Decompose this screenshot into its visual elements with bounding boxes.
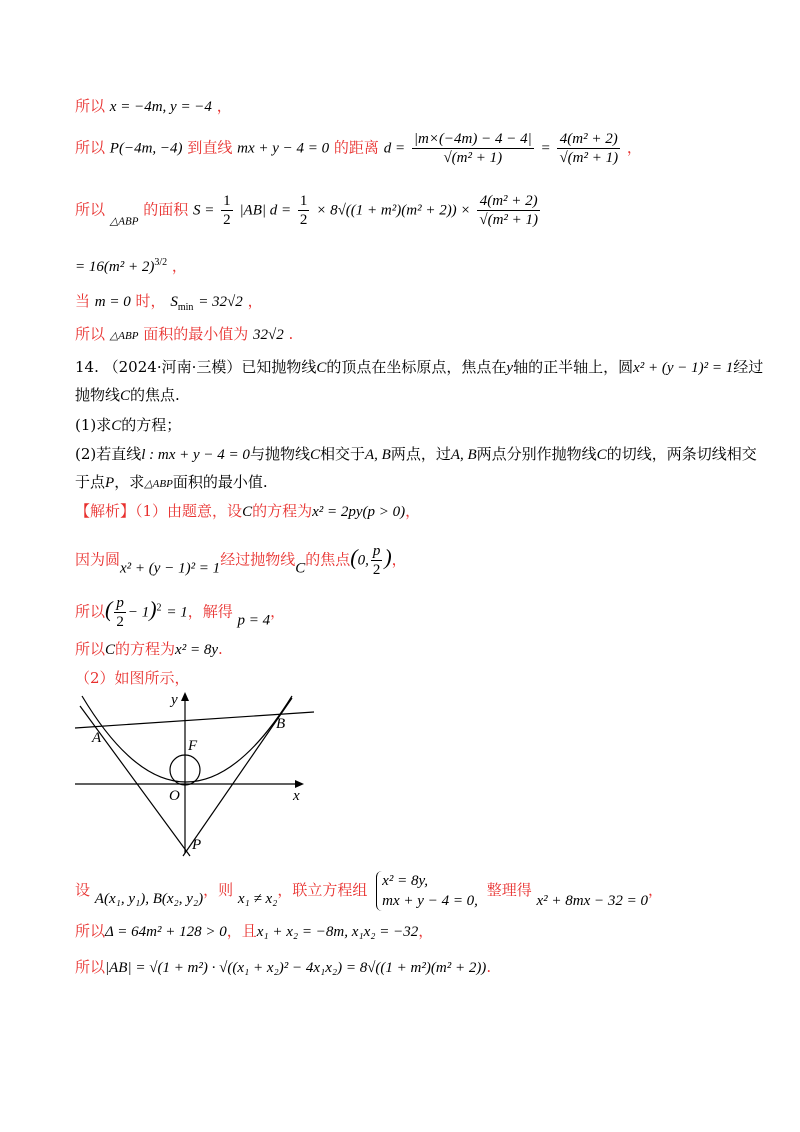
question-14-part-2-line-2: 于点P，求△ABP面积的最小值. [75,473,268,491]
solution-line-3: 所以 $_{\triangle ABP}$ 的面积 S = $\frac{1}{2}$ |AB| d = $\frac{1}{2}$ × 8√((1 + m²)(m² + 2)) × $\frac{\text{4(m² + 2)}}{\text{√(m² + 1)}}$ [75,193,539,228]
distance-fraction-2: $\frac{\text{4(m² + 2)}}{\text{√(m² + 1)}}$ [559,131,619,166]
solution-part-1-line-4: 所以C的方程为x² = 8y. [75,640,223,658]
parabola-figure [70,688,320,858]
solution-part-2-line-2: 设 A(x₁, y₁), B(x₂, y₂)，则 x₁ ≠ x₂，联立方程组 x² = 8y, mx + y − 4 = 0, 整理得 x² + 8mx − 32 = 0， [75,873,664,909]
distance-fraction-1: $\frac{|m\times(-4m) - 4 - 4|}{\text{√(m² + 1)}}$ [413,131,532,166]
solution-part-1-line-1: 【解析】（1）由题意，设C的方程为x² = 2py(p > 0)， [75,502,421,520]
solution-line-6: 所以 △ABP 面积的最小值为 32√2 . [75,325,294,343]
label-x: x [293,788,300,804]
question-14-part-2-line-1: (2)若直线l : mx + y − 4 = 0与抛物线C相交于A, B两点，过A, B两点分别作抛物线C的切线，两条切线相交 [75,445,757,463]
label-y: y [171,692,178,708]
solution-part-1-line-3: 所以( $\frac{p}{2}$ − 1)$^2$ = 1，解得 p = 4， [75,595,286,630]
label-p: P [192,837,202,853]
x-axis-arrow [295,780,304,788]
question-14-line-1: 14. （2024·河南·三模）已知抛物线C的顶点在坐标原点，焦点在y轴的正半轴上，圆x² + (y − 1)² = 1经过 [75,358,764,376]
solution-line-4: = $16(m^2 + 2)^{3/2}$ ， [75,257,187,275]
solution-line-5: 当 m = 0 时， $S_{min} = 32√2$ ， [75,292,263,313]
parabola-curve [82,696,292,782]
solution-part-2-line-4: 所以|AB| = √(1 + m²) · √((x₁ + x₂)² − 4x₁x₂) = 8√((1 + m²)(m² + 2)). [75,958,492,976]
solution-line-1: 所以 x = −4m, y = −4 ， [75,97,232,115]
y-axis-arrow [181,692,189,701]
p-half-fraction: $\frac{p}{2}$ [116,595,124,630]
solution-line-2: 所以 P(−4m, −4) 到直线 mx + y − 4 = 0 的距离 d = $\frac{|m\times(-4m) - 4 - 4|}{\text{√(m² + 1)}}$ = $\frac{\text{4(m² + 2)}}{\text{√(m² + 1)}}$ ， [75,131,642,166]
label-o: O [169,788,180,804]
equation-system: x² = 8y, mx + y − 4 = 0, [376,871,478,911]
half-fraction-1: $\frac{1}{2}$ [223,193,231,228]
solution-part-1-line-2: 因为圆x² + (y − 1)² = 1经过抛物线C的焦点(0, $\frac{p}{2}$ )， [75,543,407,578]
label-a: A [92,730,102,746]
area-fraction: $\frac{\text{4(m² + 2)}}{\text{√(m² + 1)}}$ [479,193,539,228]
label-b: B [276,716,286,732]
half-fraction-2: $\frac{1}{2}$ [299,193,308,228]
focus-fraction: $\frac{p}{2}$ [372,543,381,578]
question-14-line-2: 抛物线C的焦点. [75,386,180,404]
solution-part-2-line-1: （2）如图所示， [75,669,190,687]
solution-part-2-line-3: 所以Δ = 64m² + 128 > 0，且x₁ + x₂ = −8m, x₁x₂ = −32， [75,922,434,940]
question-14-part-1: (1)求C的方程； [75,416,182,434]
label-f: F [188,738,198,754]
